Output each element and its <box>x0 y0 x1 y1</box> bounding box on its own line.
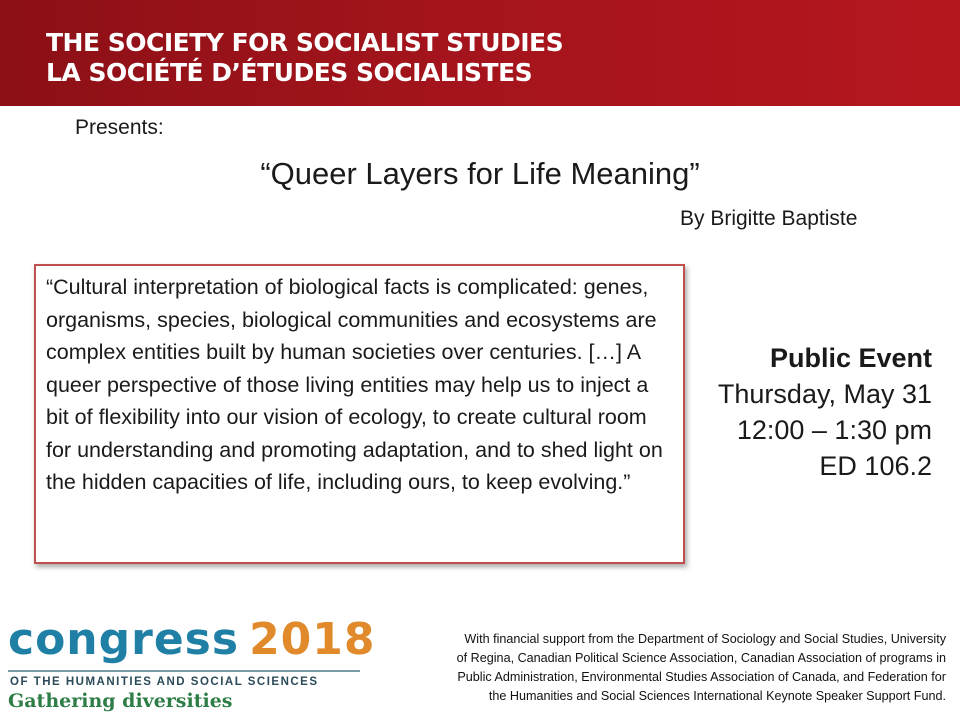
congress-wordmark <box>8 614 376 665</box>
event-details <box>718 340 932 484</box>
congress-word: congress <box>8 614 240 665</box>
congress-logo <box>8 614 376 714</box>
speaker-byline: By Brigitte Baptiste <box>680 207 858 230</box>
congress-year: 2018 <box>249 614 376 665</box>
event-date: Thursday, May 31 <box>717 379 932 409</box>
quote-text: “Cultural interpretation of biological facts is complicated: genes, organisms, species, biological communities and ecosystems are complex entities built by human societies over centuries. […] A queer perspective of those living entities may help us to inject a bit of flexibility into our vision of ecology, to create cultural room for understanding and promoting adaptation, and to shed light on the hidden capacities of life, including ours, to keep evolving.” <box>46 275 663 494</box>
funding-acknowledgement <box>372 630 946 706</box>
society-name-english: THE SOCIETY FOR SOCIALIST STUDIES <box>46 28 564 57</box>
talk-title: “Queer Layers for Life Meaning” <box>260 156 700 191</box>
support-line: Public Administration, Environmental Studies Association of Canada, and Federation for <box>457 670 946 684</box>
congress-tagline: Gathering diversities <box>8 690 233 712</box>
logo-divider <box>8 670 360 672</box>
event-room: ED 106.2 <box>819 451 932 481</box>
support-line: the Humanities and Social Sciences International Keynote Speaker Support Fund. <box>488 689 946 703</box>
event-time: 12:00 – 1:30 pm <box>736 415 932 445</box>
event-heading: Public Event <box>769 343 932 373</box>
header-banner <box>0 0 960 106</box>
quote-box <box>34 264 685 564</box>
congress-subtitle: OF THE HUMANITIES AND SOCIAL SCIENCES <box>10 676 319 688</box>
support-line: of Regina, Canadian Political Science Association, Canadian Association of programs in <box>456 651 946 665</box>
society-name-french: LA SOCIÉTÉ D’ÉTUDES SOCIALISTES <box>46 58 533 87</box>
presents-label: Presents: <box>75 116 164 139</box>
support-line: With financial support from the Department of Sociology and Social Studies, University <box>464 632 946 646</box>
